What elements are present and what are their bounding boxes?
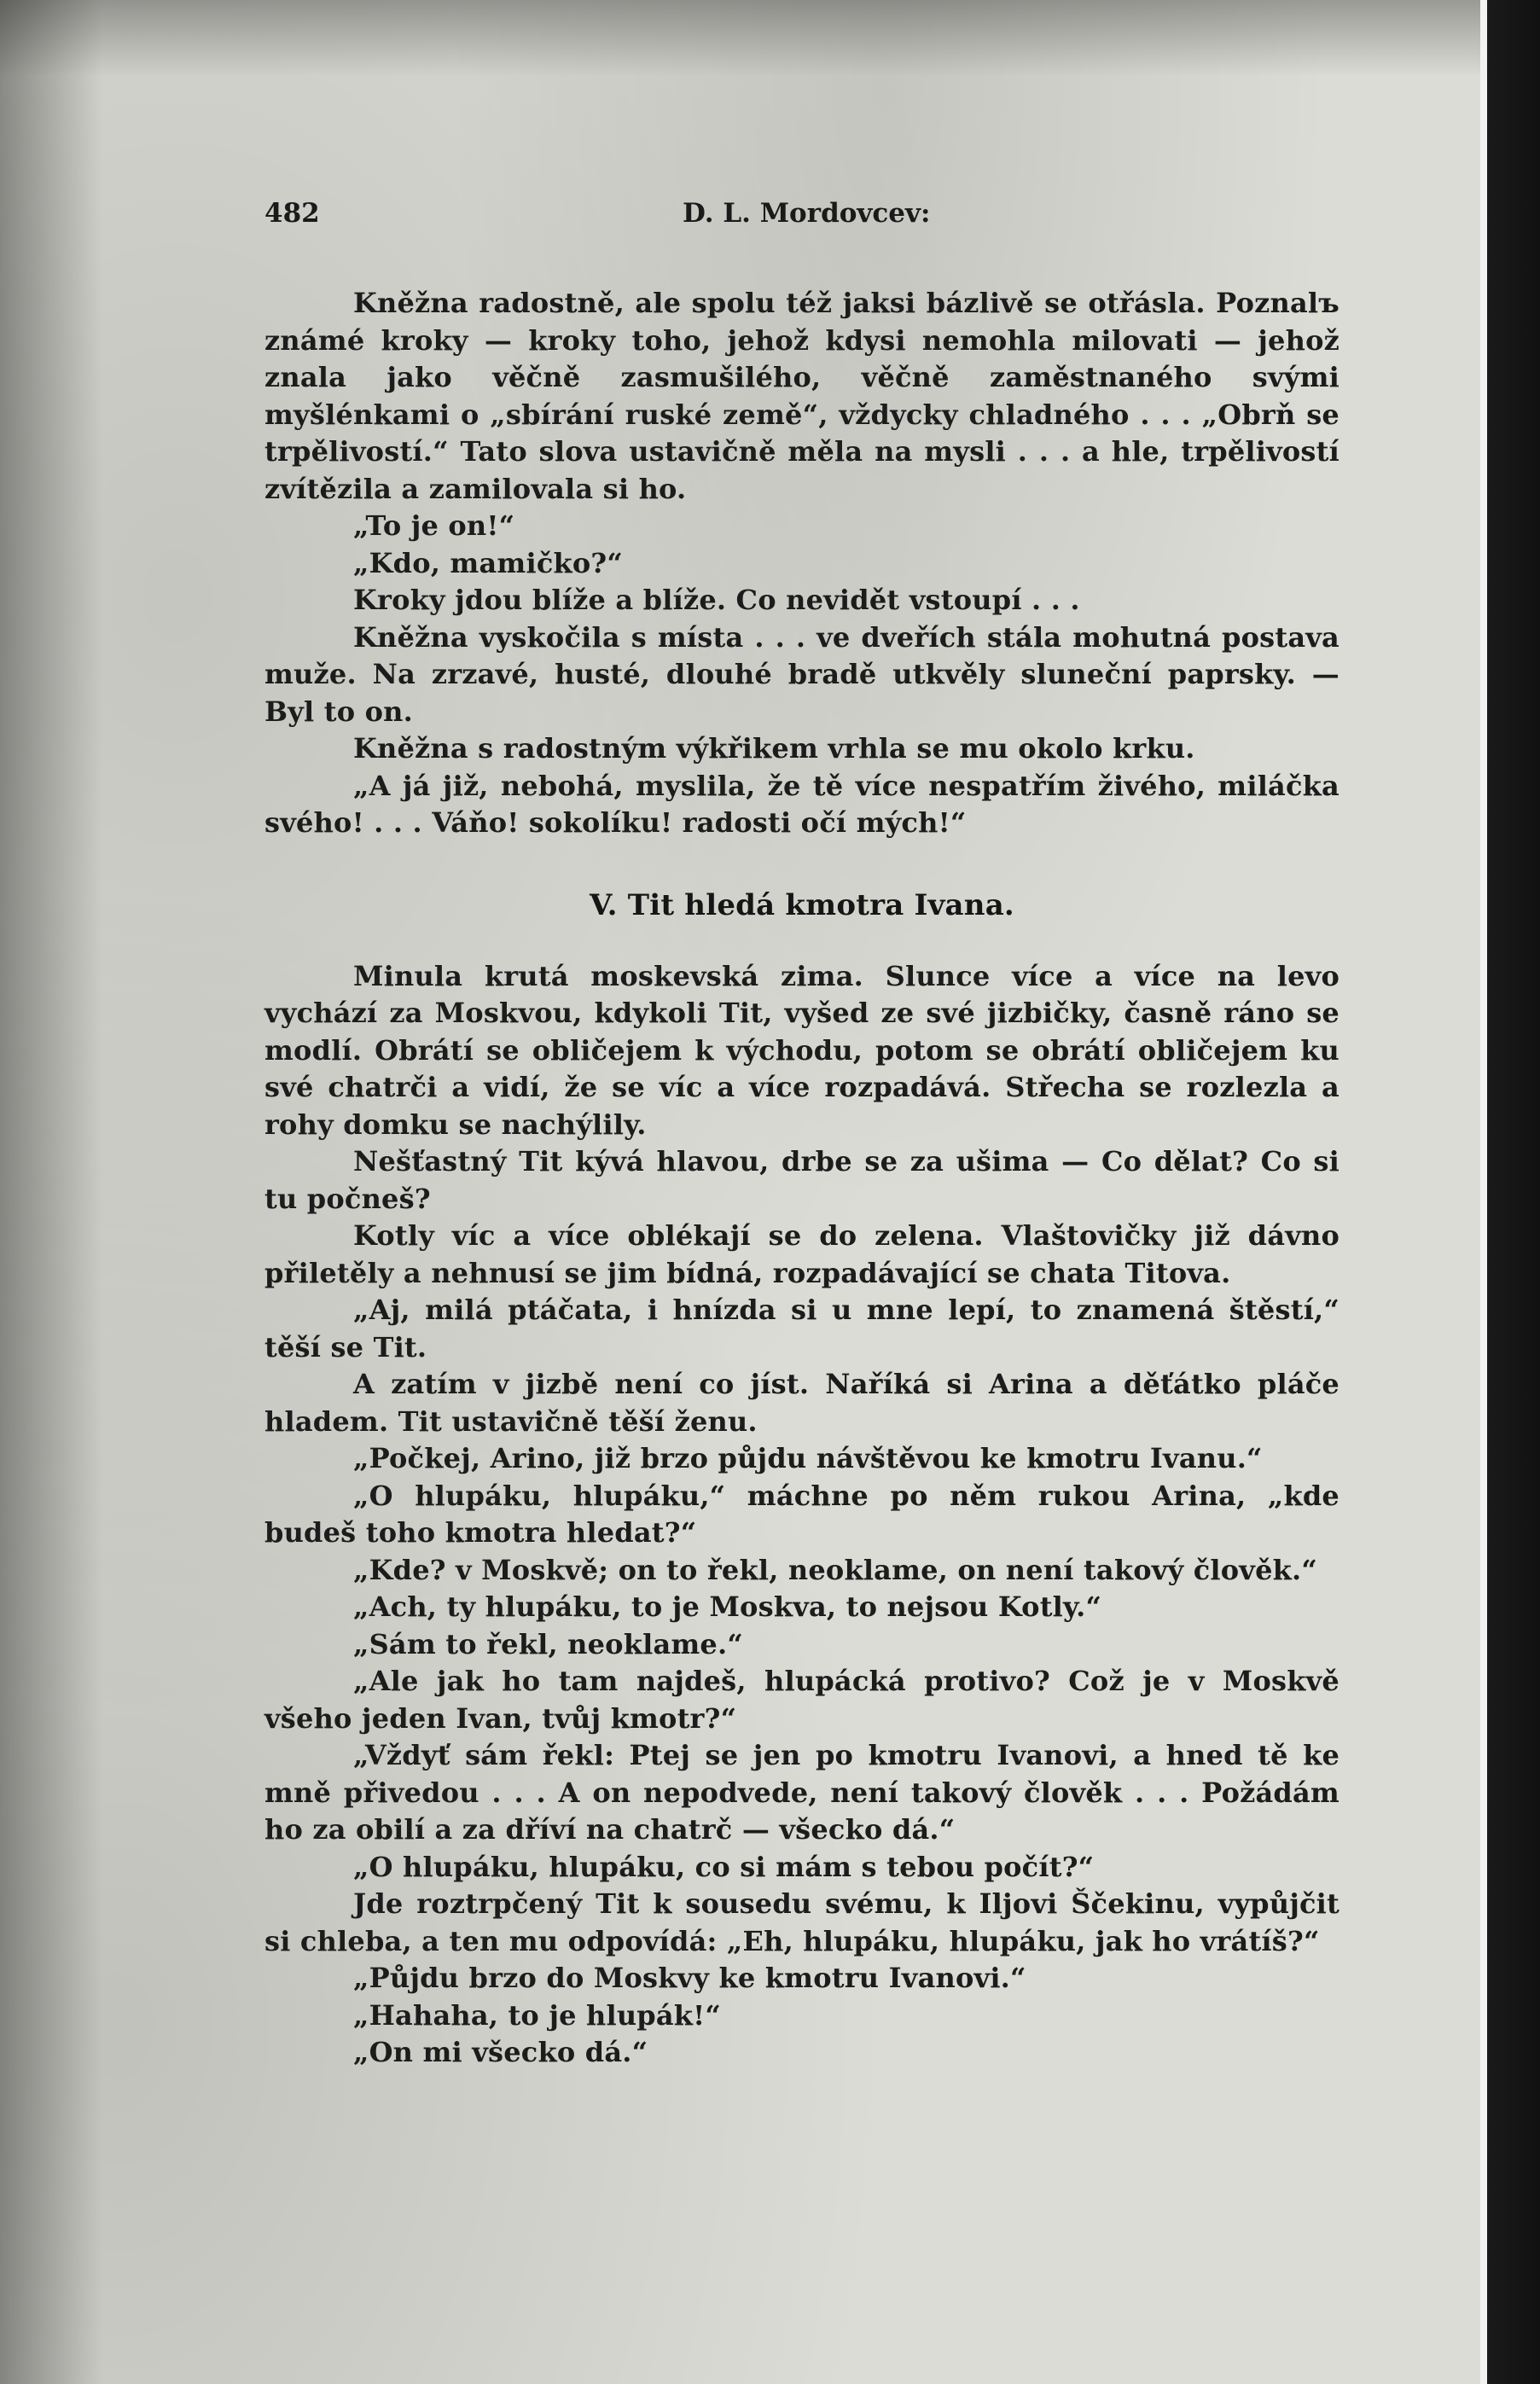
body-text xyxy=(264,285,1340,2072)
page-number: 482 xyxy=(264,198,320,229)
paragraph: Kněžna s radostným výkřikem vrhla se mu okolo krku. xyxy=(353,732,1195,765)
paragraph: Kotly víc a více oblékají se do zelena. Vlaštovičky již dávno přiletěly a nehnusí se jim bídná, rozpadávající se chata Titova. xyxy=(264,1219,1340,1289)
paragraph: „Kde? v Moskvě; on to řekl, neoklame, on není takový člověk.“ xyxy=(353,1553,1317,1586)
paragraph: Nešťastný Tit kývá hlavou, drbe se za ušima — Co dělat? Co si tu počneš? xyxy=(264,1145,1340,1215)
paragraph: „Kdo, mamičko?“ xyxy=(353,546,623,579)
paragraph: Jde roztrpčený Tit k sousedu svému, k Iljovi Ščekinu, vypůjčit si chleba, a ten mu odpovídá: „Eh, hlupáku, hlupáku, jak ho vrátíš?“ xyxy=(264,1887,1340,1957)
paragraph: „Počkej, Arino, již brzo půjdu návštěvou ke kmotru Ivanu.“ xyxy=(353,1442,1263,1474)
paragraph: Minula krutá moskevská zima. Slunce více a více na levo vychází za Moskvou, kdykoli Tit, vyšed ze své jizbičky, časně ráno se modlí. Obrátí se obličejem k východu, potom se obrátí obličejem ku své chatrči a vidí, že se víc a více rozpadává. Střecha se rozlezla a rohy domku se nachýlily. xyxy=(264,959,1340,1141)
paragraph: „A já již, nebohá, myslila, že tě více nespatřím živého, miláčka svého! . . . Váňo! sokolíku! radosti očí mých!“ xyxy=(264,769,1340,839)
paragraph: „Ale jak ho tam najdeš, hlupácká protivo? Což je v Moskvě všeho jeden Ivan, tvůj kmotr?“ xyxy=(264,1665,1340,1735)
paragraph: „O hlupáku, hlupáku,“ máchne po něm rukou Arina, „kde budeš toho kmotra hledat?“ xyxy=(264,1479,1340,1549)
paragraph: „Sám to řekl, neoklame.“ xyxy=(353,1627,743,1660)
paragraph: A zatím v jizbě není co jíst. Naříká si Arina a děťátko pláče hladem. Tit ustavičně těší ženu. xyxy=(264,1368,1340,1438)
paragraph: „Aj, milá ptáčata, i hnízda si u mne lepí, to znamená štěstí,“ těší se Tit. xyxy=(264,1294,1340,1364)
paragraph: Kněžna vyskočila s místa . . . ve dveřích stála mohutná postava muže. Na zrzavé, husté, dlouhé bradě utkvěly sluneční paprsky. — Byl to on. xyxy=(264,620,1340,728)
paragraph: „Ach, ty hlupáku, to je Moskva, to nejsou Kotly.“ xyxy=(353,1590,1102,1623)
page-edge-shadow xyxy=(1480,0,1540,2384)
paragraph: „O hlupáku, hlupáku, co si mám s tebou počít?“ xyxy=(353,1850,1095,1883)
paragraph: Kroky jdou blíže a blíže. Co nevidět vstoupí . . . xyxy=(353,584,1080,616)
running-head: D. L. Mordovcev: xyxy=(683,198,931,229)
paragraph: „Půjdu brzo do Moskvy ke kmotru Ivanovi.“ xyxy=(353,1962,1026,1994)
paragraph: Kněžna radostně, ale spolu též jaksi bázlivě se otřásla. Poznalъ známé kroky — kroky toho, jehož kdysi nemohla milovati — jehož znala jako věčně zasmušilého, věčně zaměstnaného svými myšlénkami o „sbírání ruské země“, vždycky chladného . . . „Obrň se trpělivostí.“ Tato slova ustavičně měla na mysli . . . a hle, trpělivostí zvítězila a zamilovala si ho. xyxy=(264,287,1340,505)
paragraph: „Vždyť sám řekl: Ptej se jen po kmotru Ivanovi, a hned tě ke mně přivedou . . . A on nepodvede, není takový člověk . . . Požádám ho za obilí a za dříví na chatrč — všecko dá.“ xyxy=(264,1739,1340,1846)
paragraph: „On mi všecko dá.“ xyxy=(353,2036,648,2068)
page-header xyxy=(264,198,1340,241)
paragraph: „Hahaha, to je hlupák!“ xyxy=(353,1998,722,2032)
section-title: V. Tit hledá kmotra Ivana. xyxy=(590,887,1014,922)
paragraph: „To je on!“ xyxy=(353,509,515,542)
